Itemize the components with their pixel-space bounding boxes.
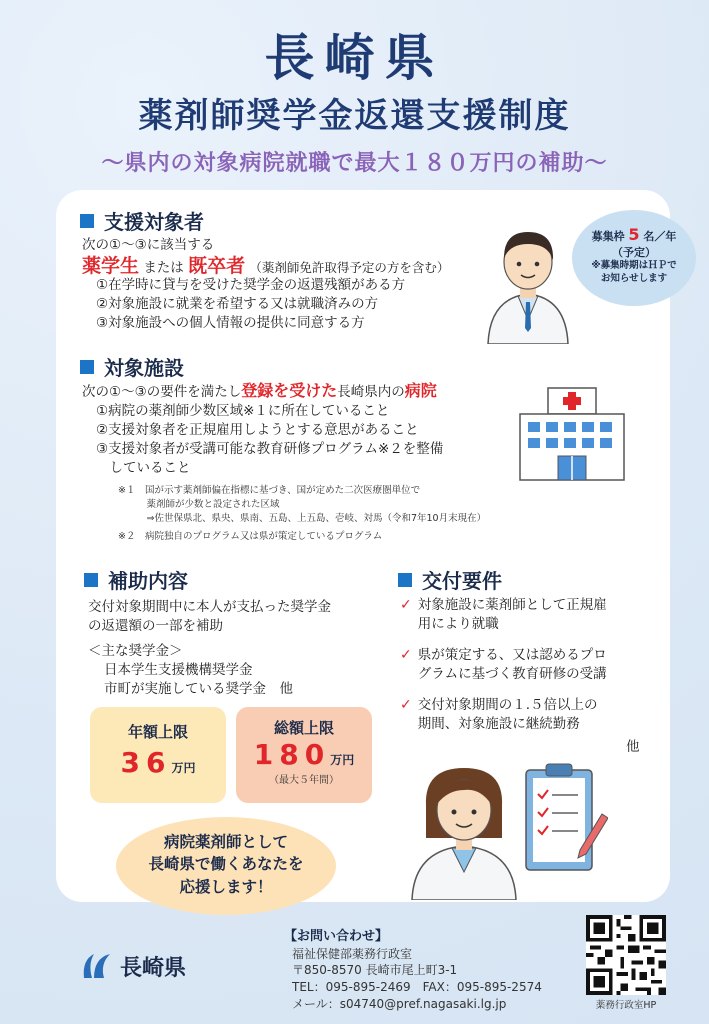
requirements-heading-text: 交付要件: [422, 569, 502, 593]
male-pharmacist-illustration: [478, 220, 578, 344]
nagasaki-emblem-icon: [80, 950, 114, 982]
nagasaki-logo: [80, 950, 186, 982]
prefecture-title: 長崎県: [264, 29, 445, 87]
requirement-item-2: [400, 646, 607, 684]
section-square-icon: [398, 573, 412, 587]
tagline: 〜県内の対象病院就職で最大１８０万円の補助〜: [101, 151, 608, 176]
contact-address: 〒850-8570 長崎市尾上町3-1: [292, 963, 458, 978]
contact-email[interactable]: メール：s04740@pref.nagasaki.lg.jp: [292, 996, 507, 1011]
eligible-heading: [80, 206, 204, 235]
section-square-icon: [84, 573, 98, 587]
total-limit-amount-row: [236, 738, 372, 771]
section-square-icon: [80, 360, 94, 374]
contact-dept: 福祉保健部薬務行政室: [292, 946, 413, 961]
bubble-line-2: 長崎県で働くあなたを: [148, 855, 304, 874]
facility-heading-text: 対象施設: [104, 356, 184, 380]
subsidy-heading: [84, 565, 188, 594]
bubble-line-1: 病院薬剤師として: [163, 833, 288, 851]
annual-limit-amount-row: [90, 746, 226, 779]
recruit-note-1: ※募集時期はＨＰで: [591, 260, 677, 272]
annual-limit-unit: 万円: [171, 761, 196, 775]
requirements-heading: [398, 565, 502, 594]
section-square-icon: [80, 214, 94, 228]
facility-intro-a: 次の①〜③の要件を満たし: [82, 384, 242, 400]
requirement-1-line-2: 用により就職: [417, 615, 499, 632]
facility-item-2: ②支援対象者を正規雇用しようとする意思があること: [96, 422, 419, 438]
facility-item-1: ①病院の薬剤師少数区域※１に所在していること: [96, 403, 390, 419]
facility-note-2: ※２ 病院独自のプログラム又は県が策定しているプログラム: [118, 531, 383, 542]
subsidy-desc-2: の返還額の一部を補助: [88, 618, 223, 634]
facility-note-1: ※１ 国が示す薬剤師偏在指標に基づき、国が定めた二次医療圏単位で: [118, 485, 421, 496]
check-icon: ✓: [400, 647, 412, 663]
annual-limit-amount: 36: [120, 746, 172, 779]
facility-note-1c: ⇒佐世保県北、県央、県南、五島、上五島、壱岐、対馬（令和7年10月末現在）: [118, 513, 487, 524]
requirement-2-line-1: 県が策定する、又は認めるプロ: [417, 647, 607, 663]
eligible-or: または: [143, 260, 184, 276]
female-pharmacist-illustration: [404, 760, 524, 900]
check-icon: ✓: [400, 597, 412, 613]
requirement-item-1: [400, 596, 607, 634]
eligible-item-3: ③対象施設への個人情報の提供に同意する方: [96, 315, 365, 331]
facility-intro: [82, 380, 437, 402]
subsidy-main-1: 日本学生支援機構奨学金: [104, 662, 253, 678]
requirement-1-line-1: 対象施設に薬剤師として正規雇: [417, 597, 607, 613]
annual-limit-label: 年額上限: [127, 723, 188, 741]
annual-limit-box: [90, 707, 226, 803]
requirement-2-line-2: グラムに基づく教育研修の受講: [417, 665, 607, 682]
requirements-etc: 他: [626, 739, 640, 755]
subsidy-main-label: ＜主な奨学金＞: [88, 643, 183, 659]
total-limit-amount: 180: [253, 738, 331, 771]
total-limit-label: 総額上限: [273, 719, 334, 737]
hospital-icon: [516, 386, 628, 482]
qr-label: 薬務行政室HP: [595, 1000, 657, 1011]
bubble-line-3: 応援します！: [179, 877, 273, 896]
contact-block: [284, 928, 542, 1012]
recruit-note-2: お知らせします: [600, 273, 668, 285]
subsidy-main-2: 市町が実施している奨学金 他: [104, 681, 293, 697]
eligible-heading-text: 支援対象者: [104, 210, 204, 234]
recruit-badge: [572, 210, 696, 306]
facility-heading: [80, 352, 184, 381]
total-limit-unit: 万円: [330, 753, 355, 767]
subsidy-heading-text: 補助内容: [108, 569, 188, 593]
requirement-item-3: [400, 696, 598, 734]
facility-intro-b: 長崎県内の: [337, 384, 405, 400]
eligible-graduate: 既卒者: [188, 255, 246, 277]
recruit-suffix: 名／年: [643, 230, 677, 243]
facility-item-3: ③支援対象者が受講可能な教育研修プログラム※２を整備: [96, 441, 444, 457]
recruit-prefix: 募集枠: [591, 230, 625, 243]
eligible-intro: 次の①〜③に該当する: [82, 237, 215, 253]
total-limit-box: [236, 707, 372, 803]
facility-note-1b: 薬剤師が少数と設定された区域: [118, 499, 280, 510]
requirement-3-line-1: 交付対象期間の１.５倍以上の: [417, 697, 598, 713]
clipboard-icon: [522, 762, 608, 874]
requirement-3-line-2: 期間、対象施設に継続勤務: [417, 715, 580, 732]
support-message-bubble: [116, 817, 336, 915]
total-limit-note: （最大５年間）: [269, 775, 339, 786]
eligible-item-1: ①在学時に貸与を受けた奨学金の返還残額がある方: [96, 277, 406, 293]
recruit-planned: （予定）: [612, 245, 656, 259]
subsidy-desc-1: 交付対象期間中に本人が支払った奨学金: [88, 599, 331, 615]
recruit-count: 5: [628, 225, 640, 244]
program-title: 薬剤師奨学金返還支援制度: [138, 96, 571, 136]
qr-code[interactable]: [586, 915, 666, 995]
facility-intro-registered: 登録を受けた: [241, 381, 338, 400]
eligible-license-note: （薬剤師免許取得予定の方を含む）: [249, 260, 450, 275]
eligible-item-2: ②対象施設に就業を希望する又は就職済みの方: [96, 296, 379, 312]
eligible-student: 薬学生: [82, 255, 140, 277]
logo-text: 長崎県: [120, 955, 187, 981]
contact-heading: 【お問い合わせ】: [284, 929, 389, 944]
facility-item-3-cont: していること: [96, 460, 191, 476]
contact-phone: TEL：095-895-2469 FAX：095-895-2574: [292, 980, 542, 995]
check-icon: ✓: [400, 697, 412, 713]
facility-intro-hospital: 病院: [404, 381, 437, 400]
